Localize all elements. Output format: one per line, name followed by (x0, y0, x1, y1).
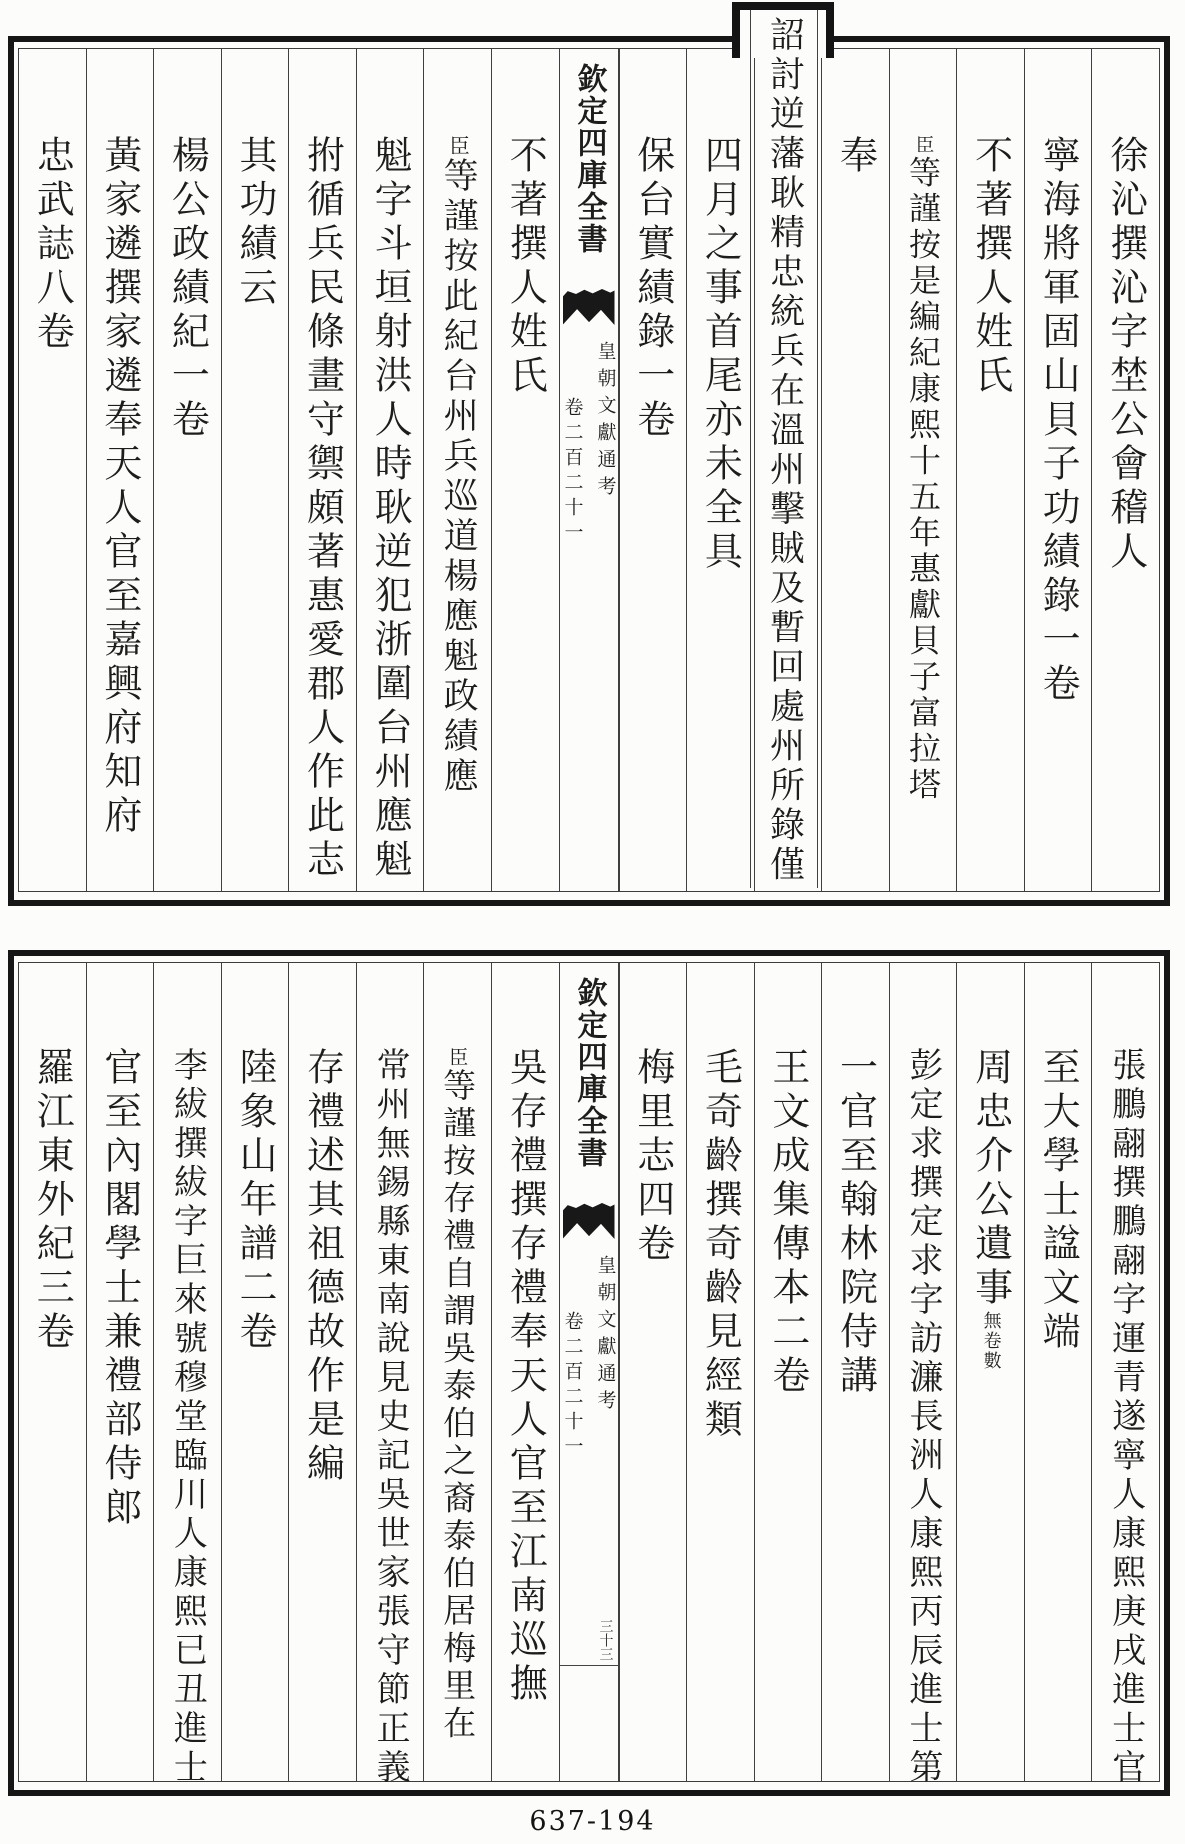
banxin-folio-rule (560, 1665, 618, 1666)
text-column (423, 963, 491, 1781)
text-column: 至大學士諡文端 (1024, 963, 1092, 1781)
raised-column-imperial-edict: 詔討逆藩耿精忠統兵在溫州擊賊及暫回處州所錄僅 (750, 10, 818, 888)
banxin-column (559, 963, 619, 1781)
fishtail-mark (563, 1203, 615, 1239)
text-column: 李紱撰紱字巨來號穆堂臨川人康熙已丑進士 (153, 963, 221, 1781)
text-column: 寧海將軍固山貝子功績錄一卷 (1024, 49, 1092, 891)
text-column: 保台實績錄一卷 (619, 49, 687, 891)
text-column (956, 963, 1024, 1781)
text-column: 其功績云 (221, 49, 289, 891)
text-column: 魁字斗垣射洪人時耿逆犯浙圍台州應魁 (356, 49, 424, 891)
banxin-juan-label: 卷二百二十一 (561, 397, 584, 547)
column-text: 等謹按此紀台州兵巡道楊應魁政績應 (438, 157, 479, 798)
text-column: 忠武誌八卷 (18, 49, 86, 891)
text-column: 張鵬翮撰鵬翮字運青遂寧人康熙庚戌進士官 (1091, 963, 1160, 1781)
text-column: 楊公政績紀一卷 (153, 49, 221, 891)
no-juan-note: 無卷數 (980, 1311, 1002, 1371)
small-prefix: 臣 (446, 135, 471, 158)
text-column (423, 49, 491, 891)
text-column: 不著撰人姓氏 (491, 49, 559, 891)
banxin-book-label: 皇朝文獻通考 (594, 1255, 617, 1417)
text-column: 存禮述其祖德故作是編 (288, 963, 356, 1781)
text-column: 不著撰人姓氏 (956, 49, 1024, 891)
column-text: 等謹按存禮自謂吳泰伯之裔泰伯居梅里在 (438, 1068, 478, 1744)
column-text: 等謹按是編紀康熙十五年惠獻貝子富拉塔 (904, 155, 943, 804)
text-column: 常州無錫縣東南說見史記吳世家張守節正義 (356, 963, 424, 1781)
page-number: 637-194 (529, 1806, 656, 1837)
banxin-title: 欽定四庫全書 (571, 977, 607, 1169)
text-column: 陸象山年譜二卷 (221, 963, 289, 1781)
top-text-block (8, 36, 1170, 906)
banxin-book-label: 皇朝文獻通考 (594, 341, 617, 503)
fishtail-mark (563, 289, 615, 325)
bottom-columns (18, 962, 1160, 1788)
banxin-column (559, 49, 619, 891)
text-column: 徐沁撰沁字埜公會稽人 (1091, 49, 1160, 891)
text-column: 四月之事首尾亦未全具 (686, 49, 754, 891)
bottom-text-block (8, 950, 1170, 1796)
text-column (889, 49, 957, 891)
top-columns (18, 48, 1160, 892)
text-column: 羅江東外紀三卷 (18, 963, 86, 1781)
text-column: 王文成集傳本二卷 (754, 963, 822, 1781)
column-text: 周忠介公遺事 (968, 1047, 1013, 1311)
text-column: 奉 (821, 49, 889, 891)
banxin-title: 欽定四庫全書 (571, 63, 607, 255)
small-prefix: 臣 (913, 135, 935, 156)
text-column: 毛奇齡撰奇齡見經類 (686, 963, 754, 1781)
banxin-folio-number: 三十三 (597, 1619, 614, 1661)
text-column: 拊循兵民條畫守禦頗著惠愛郡人作此志 (288, 49, 356, 891)
text-column: 吳存禮撰存禮奉天人官至江南巡撫 (491, 963, 559, 1781)
text-column: 黃家遴撰家遴奉天人官至嘉興府知府 (86, 49, 154, 891)
text-column: 彭定求撰定求字訪濂長洲人康熙丙辰進士第 (889, 963, 957, 1781)
banxin-juan-label: 卷二百二十一 (561, 1311, 584, 1461)
text-column: 一官至翰林院侍講 (821, 963, 889, 1781)
text-column: 官至內閣學士兼禮部侍郎 (86, 963, 154, 1781)
small-prefix: 臣 (446, 1047, 470, 1069)
text-column: 梅里志四卷 (619, 963, 687, 1781)
